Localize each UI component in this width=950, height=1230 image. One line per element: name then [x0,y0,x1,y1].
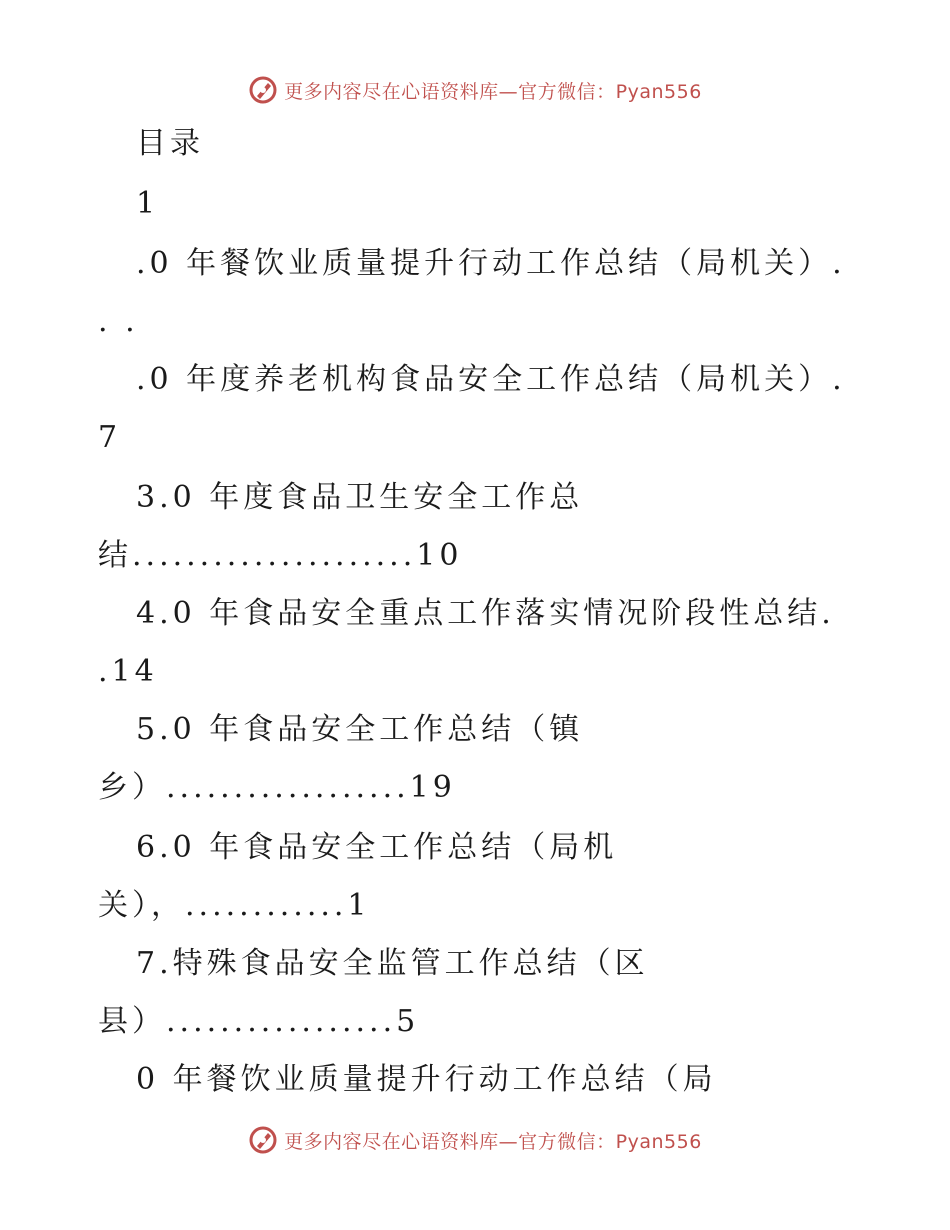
pen-logo-icon [248,1125,278,1155]
toc-line: 关），............1 [98,888,371,923]
header-watermark [0,70,950,110]
toc-line: 7.特殊食品安全监管工作总结（区 [136,946,649,981]
toc-line: 3.0 年度食品卫生安全工作总 [136,480,584,515]
toc-line: .0 年餐饮业质量提升行动工作总结（局机关）. [136,246,846,281]
toc-line: . . [98,304,139,339]
toc-line: .14 [98,654,158,689]
watermark-text: 更多内容尽在心语资料库—官方微信：Pyan556 [284,80,702,103]
toc-line: 乡）..................19 [98,770,456,805]
watermark-text: 更多内容尽在心语资料库—官方微信：Pyan556 [284,1130,702,1153]
toc-line: 0 年餐饮业质量提升行动工作总结（局 [136,1062,717,1097]
toc-line: 7 [98,420,122,455]
pen-logo-icon [248,75,278,105]
footer-watermark [0,1120,950,1160]
toc-line: 县）.................5 [98,1004,420,1039]
toc-heading: 目录 [136,126,204,161]
toc-line: 结.....................10 [98,538,463,573]
toc-line: 1 [136,186,160,221]
toc-line: .0 年度养老机构食品安全工作总结（局机关）. [136,362,846,397]
toc-line: 6.0 年食品安全工作总结（局机 [136,830,618,865]
toc-line: 5.0 年食品安全工作总结（镇 [136,712,584,747]
toc-line: 4.0 年食品安全重点工作落实情况阶段性总结. [136,596,835,631]
